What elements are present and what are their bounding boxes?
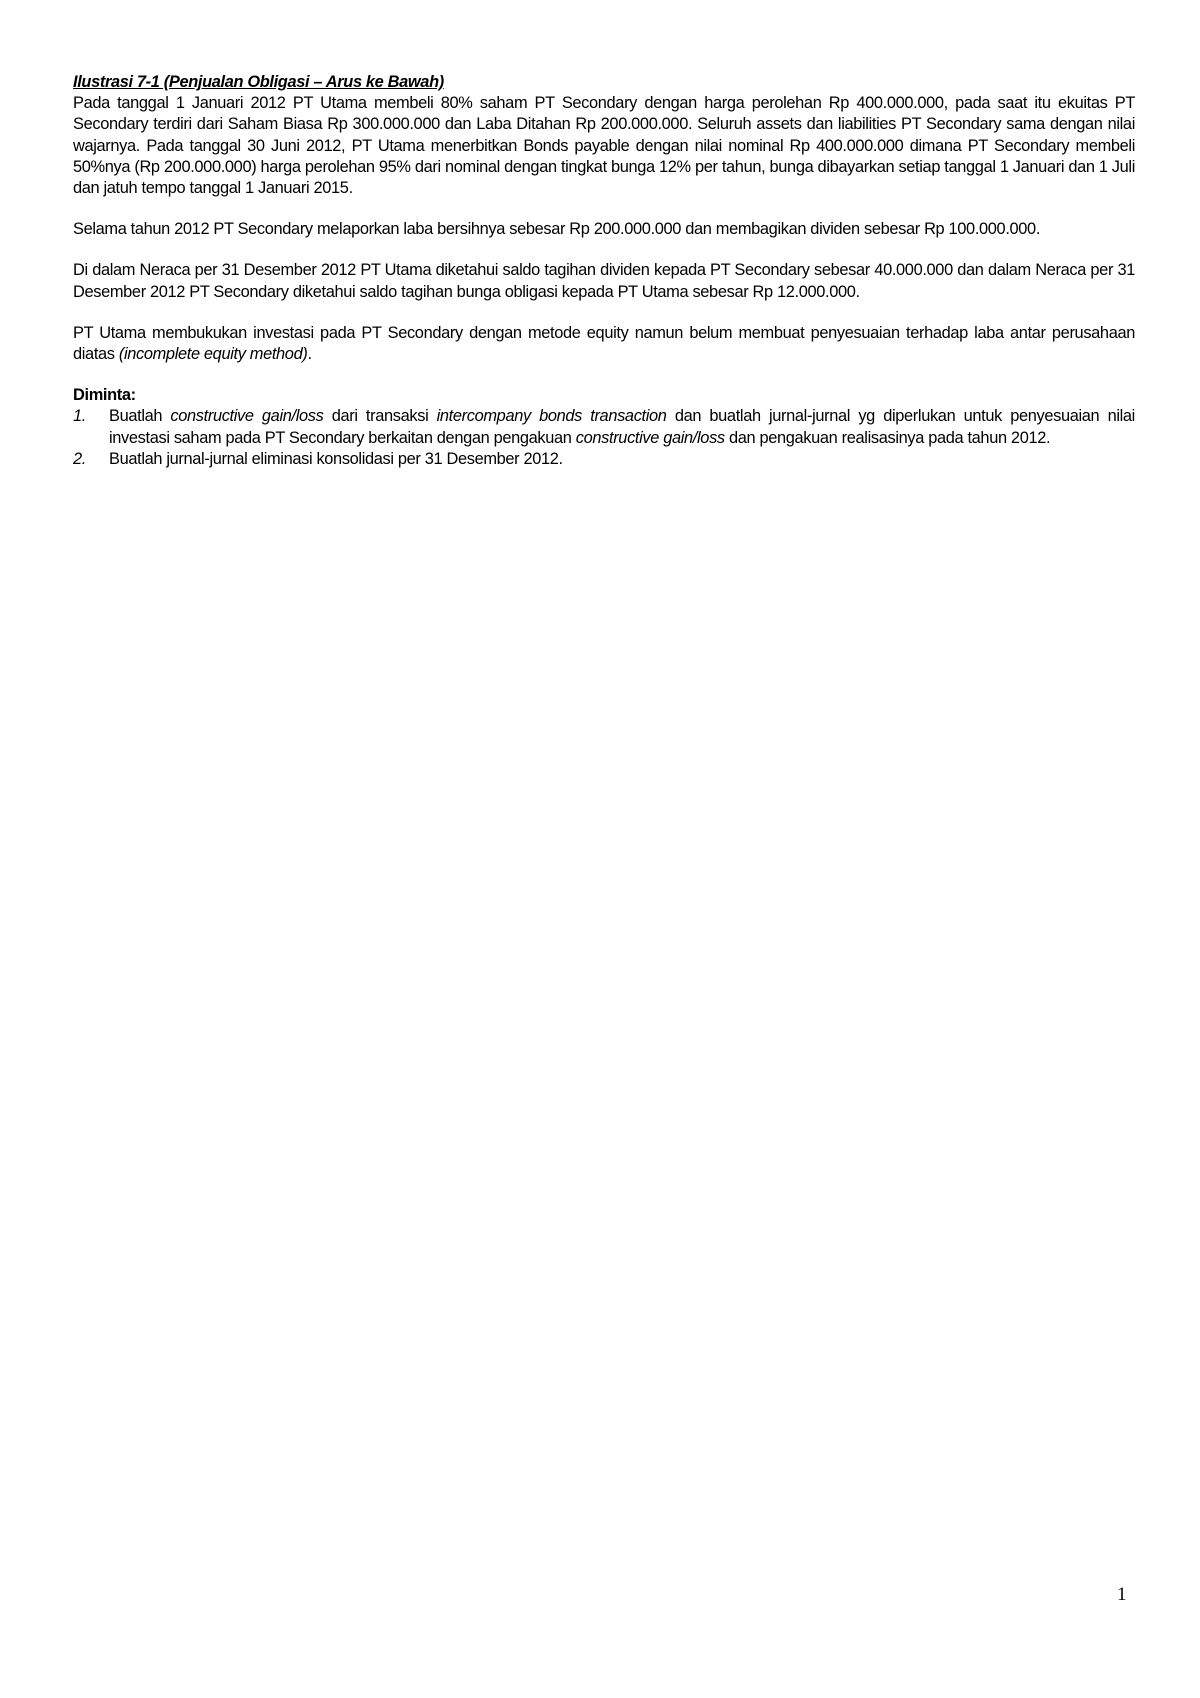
paragraph-equity-method: [73, 323, 1135, 365]
list-item-italic: constructive gain/loss: [575, 428, 725, 447]
list-item-number: 1.: [73, 407, 86, 426]
list-item-text: dan pengakuan realisasinya pada tahun 2012.: [724, 428, 1051, 447]
list-item: [73, 406, 1135, 448]
document-title: Ilustrasi 7-1 (Penjualan Obligasi – Arus ke Bawah): [73, 73, 444, 91]
list-item-text: dan buatlah jurnal-jurnal yg diperlukan untuk penyesuaian nilai investasi saham pada PT Secondary berkaitan dengan pengakuan: [109, 407, 1135, 447]
list-item-italic: constructive gain/loss: [170, 407, 324, 426]
list-item-number: 2.: [73, 449, 86, 468]
page-number: 1: [1117, 1584, 1127, 1605]
list-item-text: Buatlah jurnal-jurnal eliminasi konsolidasi per 31 Desember 2012.: [109, 449, 563, 468]
paragraph-acquisition: Pada tanggal 1 Januari 2012 PT Utama membeli 80% saham PT Secondary dengan harga perolehan Rp 400.000.000, pada saat itu ekuitas PT Secondary terdiri dari Saham Biasa Rp 300.000.000 dan Laba Ditahan Rp 200.000.000. Seluruh assets dan liabilities PT Secondary sama dengan nilai wajarnya. Pada tanggal 30 Juni 2012, PT Utama menerbitkan Bonds payable dengan nilai nominal Rp 400.000.000 dimana PT Secondary membeli 50%nya (Rp 200.000.000) harga perolehan 95% dari nominal dengan tingkat bunga 12% per tahun, bunga dibayarkan setiap tanggal 1 Januari dan 1 Juli dan jatuh tempo tanggal 1 Januari 2015.: [73, 94, 1135, 198]
document-page: [73, 72, 1135, 470]
requested-heading: Diminta:: [73, 386, 136, 405]
paragraph-equity-method-italic: (incomplete equity method): [118, 345, 308, 364]
list-item: [73, 449, 1135, 470]
paragraph-equity-method-text: PT Utama membukukan investasi pada PT Secondary dengan metode equity namun belum membuat penyesuaian terhadap laba antar perusahaan diatas: [73, 323, 1135, 364]
paragraph-equity-method-end: .: [307, 345, 312, 364]
list-item-italic: intercompany bonds transaction: [436, 407, 667, 426]
list-item-text: Buatlah: [109, 407, 171, 426]
paragraph-balance-sheet: Di dalam Neraca per 31 Desember 2012 PT Utama diketahui saldo tagihan dividen kepada PT Secondary sebesar 40.000.000 dan dalam Neraca per 31 Desember 2012 PT Secondary diketahui saldo tagihan bunga obligasi kepada PT Utama sebesar Rp 12.000.000.: [73, 261, 1135, 301]
paragraph-net-income: Selama tahun 2012 PT Secondary melaporkan laba bersihnya sebesar Rp 200.000.000 dan membagikan dividen sebesar Rp 100.000.000.: [73, 220, 1041, 239]
list-item-text: dari transaksi: [323, 407, 437, 426]
requested-list: [73, 406, 1135, 470]
